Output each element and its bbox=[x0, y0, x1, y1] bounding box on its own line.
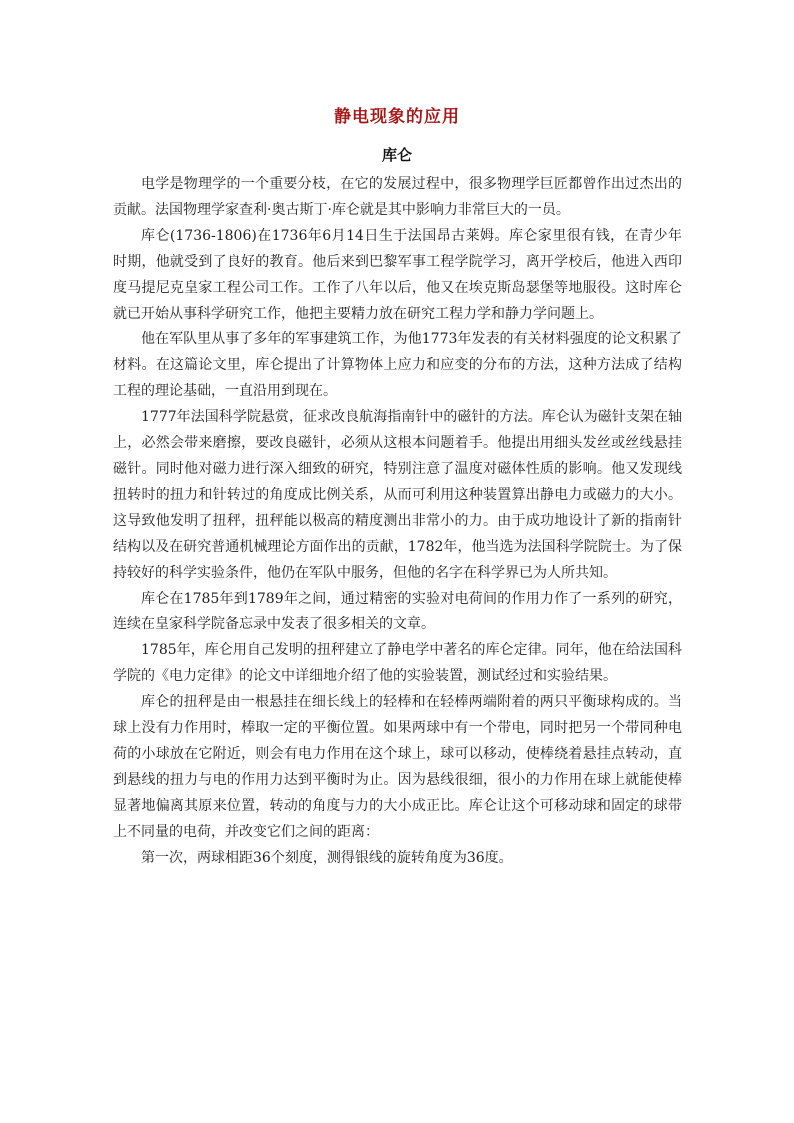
paragraph: 1777年法国科学院悬赏，征求改良航海指南针中的磁针的方法。库仑认为磁针支架在轴上，必然会带来磨擦，要改良磁针，必须从这根本问题着手。他提出用细头发丝或丝线悬挂磁针。同时他对磁力进行深入细致的研究，特别注意了温度对磁体性质的影响。他又发现线扭转时的扭力和针转过的角度成比例关系，从而可利用这种装置算出静电力或磁力的大小。这导致他发明了扭秤，扭秤能以极高的精度测出非常小的力。由于成功地设计了新的指南针结构以及在研究普通机械理论方面作出的贡献，1782年，他当选为法国科学院院士。为了保持较好的科学实验条件，他仍在军队中服务，但他的名字在科学界已为人所共知。 bbox=[113, 409, 682, 581]
paragraph: 第一次，两球相距36个刻度，测得银线的旋转角度为36度。 bbox=[141, 849, 513, 866]
author-name: 库仑 bbox=[381, 146, 412, 164]
paragraph: 他在军队里从事了多年的军事建筑工作，为他1773年发表的有关材料强度的论文积累了材料。在这篇论文里，库仑提出了计算物体上应力和应变的分布的方法，这种方法成了结构工程的理论基础，一直沿用到现在。 bbox=[113, 331, 682, 400]
paragraph: 库仑在1785年到1789年之间，通过精密的实验对电荷间的作用力作了一系列的研究，连续在皇家科学院备忘录中发表了很多相关的文章。 bbox=[113, 590, 682, 633]
document-title: 静电现象的应用 bbox=[334, 107, 460, 127]
paragraph: 1785年，库仑用自己发明的扭秤建立了静电学中著名的库仑定律。同年，他在给法国科学院的《电力定律》的论文中详细地介绍了他的实验装置，测试经过和实验结果。 bbox=[113, 642, 682, 685]
article-body bbox=[113, 172, 682, 871]
paragraph: 电学是物理学的一个重要分枝，在它的发展过程中，很多物理学巨匠都曾作出过杰出的贡献。法国物理学家查利·奥古斯丁·库仑就是其中影响力非常巨大的一员。 bbox=[113, 176, 682, 218]
paragraph: 库仑的扭秤是由一根悬挂在细长线上的轻棒和在轻棒两端附着的两只平衡球构成的。当球上没有力作用时，棒取一定的平衡位置。如果两球中有一个带电，同时把另一个带同种电荷的小球放在它附近，则会有电力作用在这个球上，球可以移动，使棒绕着悬挂点转动，直到悬线的扭力与电的作用力达到平衡时为止。因为悬线很细，很小的力作用在球上就能使棒显著地偏离其原来位置，转动的角度与力的大小成正比。库仑让这个可移动球和固定的球带上不同量的电荷，并改变它们之间的距离： bbox=[113, 694, 682, 840]
paragraph: 库仑(1736-1806)在1736年6月14日生于法国昂古莱姆。库仑家里很有钱，在青少年时期，他就受到了良好的教育。他后来到巴黎军事工程学院学习，离开学校后，他进入西印度马提尼克皇家工程公司工作。工作了八年以后，他又在埃克斯岛瑟堡等地服役。这时库仑就已开始从事科学研究工作，他把主要精力放在研究工程力学和静力学问题上。 bbox=[113, 227, 682, 322]
